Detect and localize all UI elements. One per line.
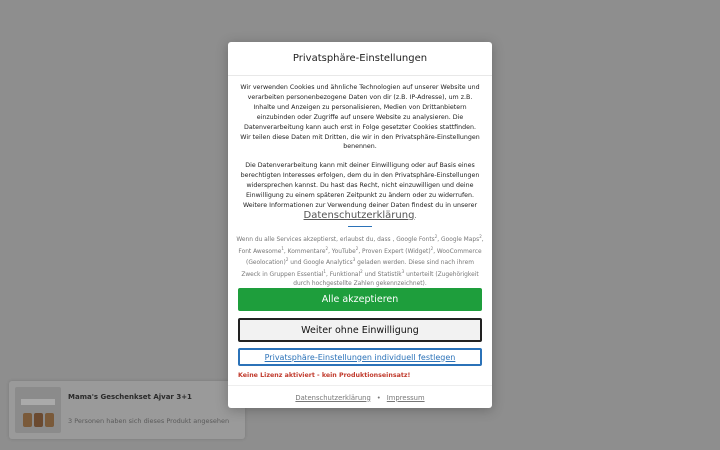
footer-imprint-link[interactable]: Impressum — [386, 393, 425, 402]
individual-settings-button[interactable]: Privatsphäre-Einstellungen individuell festlegen — [238, 348, 482, 366]
product-thumbnail — [15, 387, 61, 433]
accept-all-button[interactable]: Alle akzeptieren — [238, 288, 482, 311]
license-warning: Keine Lizenz aktiviert - kein Produktionseinsatz! — [238, 372, 411, 379]
period: . — [414, 212, 417, 220]
notification-title: Mama's Geschenkset Ajvar 3+1 — [68, 393, 192, 401]
footer-separator: • — [376, 393, 381, 402]
dialog-footer — [228, 385, 492, 409]
consent-paragraph-2 — [238, 161, 482, 221]
sales-notification[interactable] — [9, 381, 245, 439]
privacy-settings-dialog — [228, 42, 492, 408]
consent-paragraph-1: Wir verwenden Cookies und ähnliche Technologien auf unserer Website und verarbeiten personenbezogene Daten von dir (z.B. IP-Adresse), um z.B. Inhalte und Anzeigen zu personalisieren, Medien von Drittanbietern einzubinden oder Zugriffe auf unsere Website zu analysieren. Die Datenverarbeitung kann auch erst in Folge gesetzter Cookies stattfinden. Wir teilen diese Daten mit Dritten, die wir in den Privatsphäre-Einstellungen benennen. — [240, 84, 480, 151]
continue-without-consent-button[interactable]: Weiter ohne Einwilligung — [238, 318, 482, 342]
dialog-body — [228, 76, 492, 289]
privacy-policy-link[interactable]: Datenschutzerklärung — [303, 209, 415, 221]
consent-paragraph-2-text: Die Datenverarbeitung kann mit deiner Einwilligung oder auf Basis eines berechtigten Interesses erfolgen, dem du in den Privatsphäre-Einstellungen widersprechen kannst. Du hast das Recht, nicht einzuwilligen und deine Einwilligung zu einem späteren Zeitpunkt zu ändern oder zu widerrufen. Weitere Informationen zur Verwendung deiner Daten findest du in unserer — [240, 162, 480, 209]
divider — [348, 226, 372, 227]
dialog-header — [228, 42, 492, 76]
footer-privacy-link[interactable]: Datenschutzerklärung — [295, 393, 371, 402]
notification-subtitle: 3 Personen haben sich dieses Produkt angesehen — [68, 417, 230, 425]
services-description: Wenn du alle Services akzeptierst, erlaubst du, dass , Google Fonts$^2$, Google Maps$^2$, Font Awesome$^1$, Kommentare$^2$, YouTube$^2$, Proven Expert (Widget)$^2$, WooCommerce (Geolocation)$^2$ und Google Analytics$^3$ geladen werden. Diese sind nach ihrem Zweck in Gruppen Essential$^1$, Funktional$^2$ und Statistik$^3$ unterteilt (Zugehörigkeit durch hochgestellte Zahlen gekennzeichnet). — [236, 233, 484, 287]
dialog-title: Privatsphäre-Einstellungen — [292, 53, 428, 64]
